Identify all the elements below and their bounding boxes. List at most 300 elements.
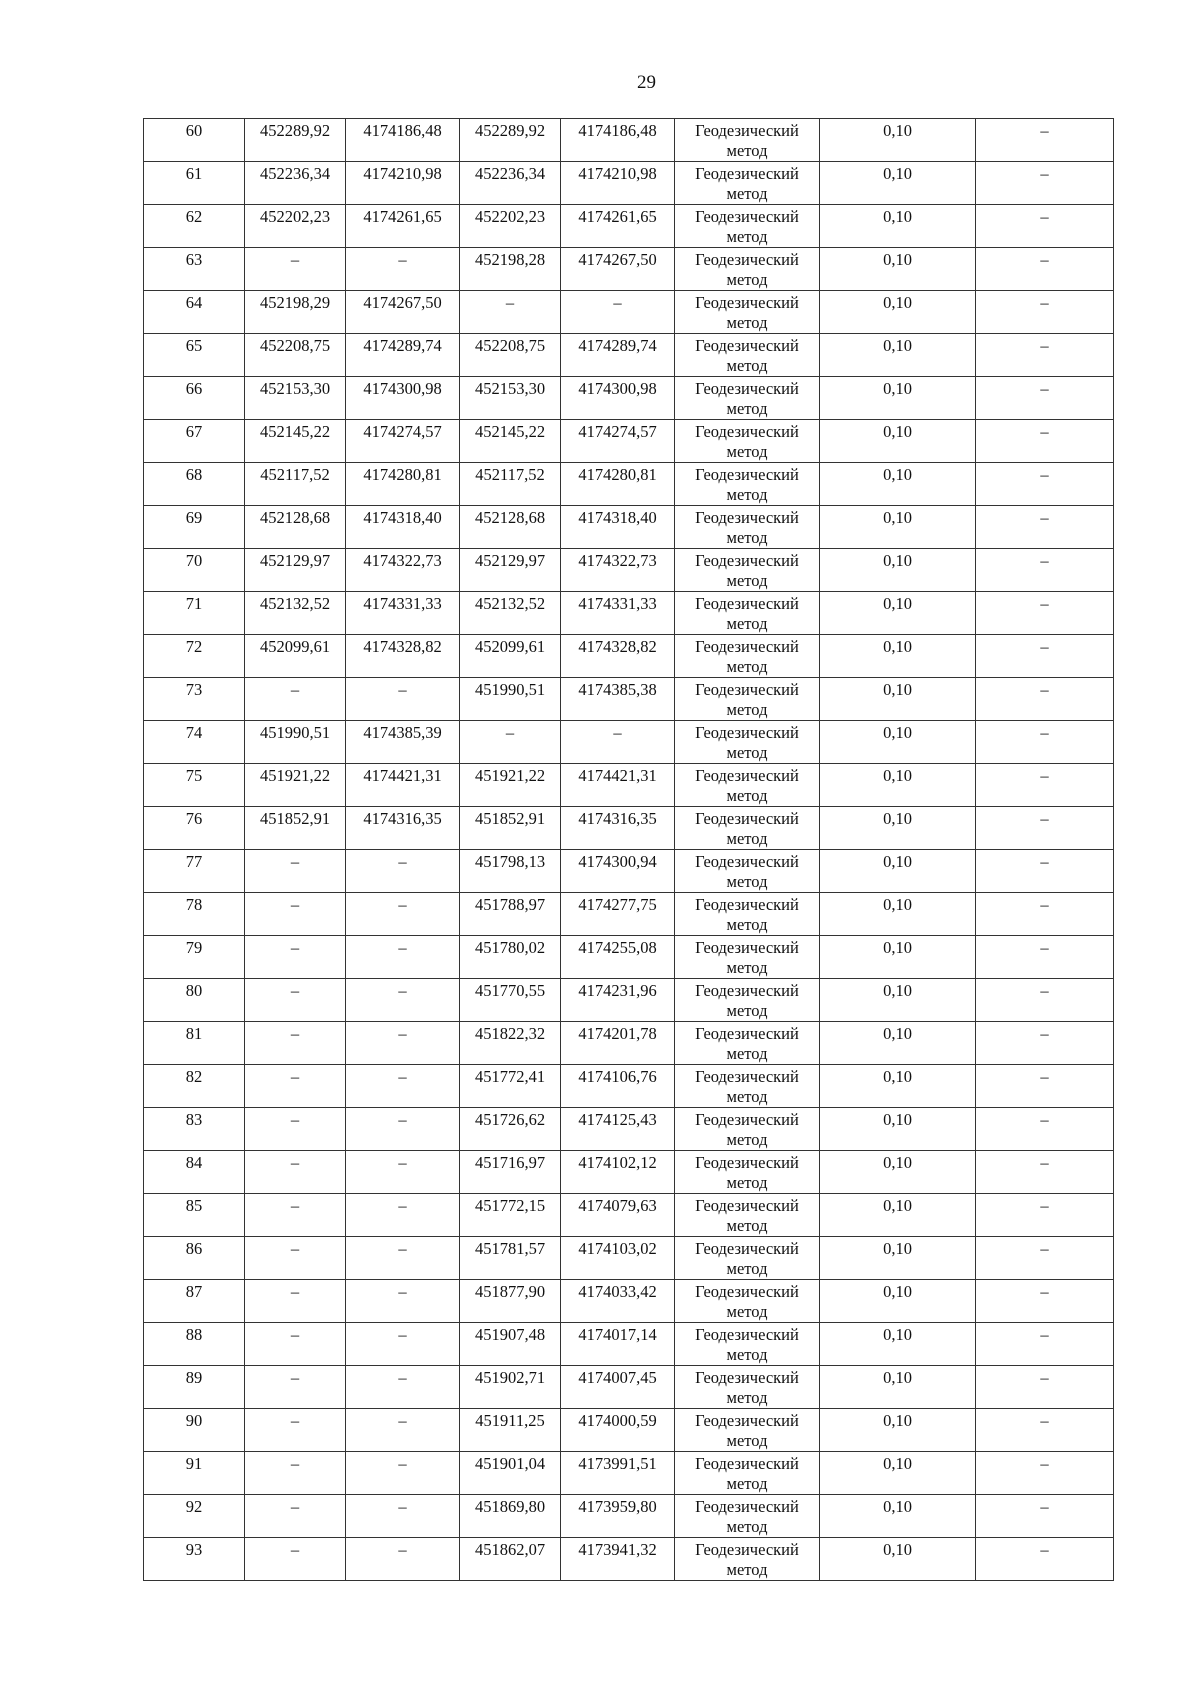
table-row bbox=[144, 635, 1114, 678]
table-row bbox=[144, 678, 1114, 721]
accuracy-cell: 0,10 bbox=[820, 807, 976, 850]
point-number-cell: 68 bbox=[144, 463, 245, 506]
x-existing-cell: – bbox=[245, 1022, 346, 1065]
y-existing-cell: 4174328,82 bbox=[346, 635, 460, 678]
point-number-cell: 78 bbox=[144, 893, 245, 936]
table-row bbox=[144, 162, 1114, 205]
accuracy-cell: 0,10 bbox=[820, 893, 976, 936]
table-row bbox=[144, 549, 1114, 592]
description-cell: – bbox=[976, 1452, 1114, 1495]
y-existing-cell: – bbox=[346, 248, 460, 291]
y-existing-cell: – bbox=[346, 1366, 460, 1409]
method-cell: Геодезический метод bbox=[675, 1538, 820, 1581]
accuracy-cell: 0,10 bbox=[820, 119, 976, 162]
x-refined-cell: 451911,25 bbox=[460, 1409, 561, 1452]
method-cell: Геодезический метод bbox=[675, 1452, 820, 1495]
x-refined-cell: – bbox=[460, 291, 561, 334]
description-cell: – bbox=[976, 1108, 1114, 1151]
description-cell: – bbox=[976, 119, 1114, 162]
y-existing-cell: – bbox=[346, 1065, 460, 1108]
method-cell: Геодезический метод bbox=[675, 1495, 820, 1538]
point-number-cell: 89 bbox=[144, 1366, 245, 1409]
description-cell: – bbox=[976, 248, 1114, 291]
x-refined-cell: 451902,71 bbox=[460, 1366, 561, 1409]
method-cell: Геодезический метод bbox=[675, 334, 820, 377]
x-existing-cell: – bbox=[245, 1237, 346, 1280]
table-row bbox=[144, 1237, 1114, 1280]
x-existing-cell: 452128,68 bbox=[245, 506, 346, 549]
method-cell: Геодезический метод bbox=[675, 635, 820, 678]
x-refined-cell: 451780,02 bbox=[460, 936, 561, 979]
x-refined-cell: 451877,90 bbox=[460, 1280, 561, 1323]
accuracy-cell: 0,10 bbox=[820, 1495, 976, 1538]
description-cell: – bbox=[976, 1280, 1114, 1323]
description-cell: – bbox=[976, 162, 1114, 205]
accuracy-cell: 0,10 bbox=[820, 1194, 976, 1237]
y-refined-cell: 4174201,78 bbox=[561, 1022, 675, 1065]
table-row bbox=[144, 1538, 1114, 1581]
y-existing-cell: – bbox=[346, 1022, 460, 1065]
x-existing-cell: 452117,52 bbox=[245, 463, 346, 506]
y-existing-cell: – bbox=[346, 893, 460, 936]
method-cell: Геодезический метод bbox=[675, 807, 820, 850]
x-refined-cell: 452129,97 bbox=[460, 549, 561, 592]
y-existing-cell: – bbox=[346, 678, 460, 721]
y-existing-cell: 4174267,50 bbox=[346, 291, 460, 334]
x-refined-cell: 452198,28 bbox=[460, 248, 561, 291]
point-number-cell: 60 bbox=[144, 119, 245, 162]
description-cell: – bbox=[976, 592, 1114, 635]
y-existing-cell: 4174210,98 bbox=[346, 162, 460, 205]
method-cell: Геодезический метод bbox=[675, 893, 820, 936]
accuracy-cell: 0,10 bbox=[820, 721, 976, 764]
x-existing-cell: – bbox=[245, 1538, 346, 1581]
table-row bbox=[144, 463, 1114, 506]
y-refined-cell: 4174385,38 bbox=[561, 678, 675, 721]
table-row bbox=[144, 1280, 1114, 1323]
y-existing-cell: 4174385,39 bbox=[346, 721, 460, 764]
y-refined-cell: 4174318,40 bbox=[561, 506, 675, 549]
point-number-cell: 74 bbox=[144, 721, 245, 764]
table-row bbox=[144, 119, 1114, 162]
accuracy-cell: 0,10 bbox=[820, 1151, 976, 1194]
x-existing-cell: – bbox=[245, 936, 346, 979]
point-number-cell: 88 bbox=[144, 1323, 245, 1366]
accuracy-cell: 0,10 bbox=[820, 1366, 976, 1409]
y-existing-cell: – bbox=[346, 1409, 460, 1452]
table-row bbox=[144, 1495, 1114, 1538]
description-cell: – bbox=[976, 678, 1114, 721]
table-row bbox=[144, 936, 1114, 979]
x-refined-cell: 451726,62 bbox=[460, 1108, 561, 1151]
table-row bbox=[144, 850, 1114, 893]
y-existing-cell: 4174186,48 bbox=[346, 119, 460, 162]
y-refined-cell: 4174033,42 bbox=[561, 1280, 675, 1323]
point-number-cell: 76 bbox=[144, 807, 245, 850]
y-refined-cell: 4174017,14 bbox=[561, 1323, 675, 1366]
method-cell: Геодезический метод bbox=[675, 463, 820, 506]
y-refined-cell: – bbox=[561, 291, 675, 334]
table-row bbox=[144, 807, 1114, 850]
point-number-cell: 79 bbox=[144, 936, 245, 979]
accuracy-cell: 0,10 bbox=[820, 592, 976, 635]
table-row bbox=[144, 1108, 1114, 1151]
y-refined-cell: 4174274,57 bbox=[561, 420, 675, 463]
x-existing-cell: 452129,97 bbox=[245, 549, 346, 592]
y-existing-cell: 4174280,81 bbox=[346, 463, 460, 506]
table-body bbox=[144, 119, 1114, 1581]
x-refined-cell: 451869,80 bbox=[460, 1495, 561, 1538]
x-refined-cell: 451822,32 bbox=[460, 1022, 561, 1065]
method-cell: Геодезический метод bbox=[675, 119, 820, 162]
point-number-cell: 66 bbox=[144, 377, 245, 420]
point-number-cell: 85 bbox=[144, 1194, 245, 1237]
table-row bbox=[144, 1452, 1114, 1495]
description-cell: – bbox=[976, 1495, 1114, 1538]
y-refined-cell: – bbox=[561, 721, 675, 764]
accuracy-cell: 0,10 bbox=[820, 248, 976, 291]
point-number-cell: 73 bbox=[144, 678, 245, 721]
description-cell: – bbox=[976, 1366, 1114, 1409]
method-cell: Геодезический метод bbox=[675, 248, 820, 291]
table-row bbox=[144, 334, 1114, 377]
y-refined-cell: 4174210,98 bbox=[561, 162, 675, 205]
method-cell: Геодезический метод bbox=[675, 764, 820, 807]
x-existing-cell: – bbox=[245, 850, 346, 893]
x-refined-cell: 451990,51 bbox=[460, 678, 561, 721]
description-cell: – bbox=[976, 1065, 1114, 1108]
point-number-cell: 81 bbox=[144, 1022, 245, 1065]
description-cell: – bbox=[976, 635, 1114, 678]
description-cell: – bbox=[976, 936, 1114, 979]
method-cell: Геодезический метод bbox=[675, 979, 820, 1022]
point-number-cell: 80 bbox=[144, 979, 245, 1022]
point-number-cell: 61 bbox=[144, 162, 245, 205]
y-existing-cell: 4174421,31 bbox=[346, 764, 460, 807]
point-number-cell: 82 bbox=[144, 1065, 245, 1108]
method-cell: Геодезический метод bbox=[675, 1409, 820, 1452]
point-number-cell: 86 bbox=[144, 1237, 245, 1280]
y-existing-cell: – bbox=[346, 979, 460, 1022]
method-cell: Геодезический метод bbox=[675, 1194, 820, 1237]
method-cell: Геодезический метод bbox=[675, 1151, 820, 1194]
x-existing-cell: – bbox=[245, 1452, 346, 1495]
method-cell: Геодезический метод bbox=[675, 1065, 820, 1108]
method-cell: Геодезический метод bbox=[675, 549, 820, 592]
x-existing-cell: – bbox=[245, 1366, 346, 1409]
accuracy-cell: 0,10 bbox=[820, 1022, 976, 1065]
table-row bbox=[144, 1366, 1114, 1409]
x-existing-cell: – bbox=[245, 1194, 346, 1237]
method-cell: Геодезический метод bbox=[675, 1323, 820, 1366]
accuracy-cell: 0,10 bbox=[820, 377, 976, 420]
accuracy-cell: 0,10 bbox=[820, 1065, 976, 1108]
y-refined-cell: 4174300,94 bbox=[561, 850, 675, 893]
description-cell: – bbox=[976, 764, 1114, 807]
table-row bbox=[144, 377, 1114, 420]
y-existing-cell: – bbox=[346, 1452, 460, 1495]
accuracy-cell: 0,10 bbox=[820, 635, 976, 678]
y-refined-cell: 4174103,02 bbox=[561, 1237, 675, 1280]
method-cell: Геодезический метод bbox=[675, 721, 820, 764]
point-number-cell: 69 bbox=[144, 506, 245, 549]
x-existing-cell: 452236,34 bbox=[245, 162, 346, 205]
point-number-cell: 83 bbox=[144, 1108, 245, 1151]
x-refined-cell: 451772,15 bbox=[460, 1194, 561, 1237]
point-number-cell: 75 bbox=[144, 764, 245, 807]
point-number-cell: 67 bbox=[144, 420, 245, 463]
method-cell: Геодезический метод bbox=[675, 678, 820, 721]
table-row bbox=[144, 506, 1114, 549]
accuracy-cell: 0,10 bbox=[820, 291, 976, 334]
y-refined-cell: 4174277,75 bbox=[561, 893, 675, 936]
description-cell: – bbox=[976, 377, 1114, 420]
y-refined-cell: 4174322,73 bbox=[561, 549, 675, 592]
x-existing-cell: – bbox=[245, 1409, 346, 1452]
x-existing-cell: – bbox=[245, 1323, 346, 1366]
method-cell: Геодезический метод bbox=[675, 506, 820, 549]
method-cell: Геодезический метод bbox=[675, 1237, 820, 1280]
accuracy-cell: 0,10 bbox=[820, 678, 976, 721]
accuracy-cell: 0,10 bbox=[820, 764, 976, 807]
method-cell: Геодезический метод bbox=[675, 1022, 820, 1065]
point-number-cell: 87 bbox=[144, 1280, 245, 1323]
x-existing-cell: – bbox=[245, 1065, 346, 1108]
x-existing-cell: – bbox=[245, 678, 346, 721]
x-refined-cell: 452153,30 bbox=[460, 377, 561, 420]
method-cell: Геодезический метод bbox=[675, 850, 820, 893]
y-existing-cell: 4174261,65 bbox=[346, 205, 460, 248]
accuracy-cell: 0,10 bbox=[820, 506, 976, 549]
description-cell: – bbox=[976, 1022, 1114, 1065]
x-refined-cell: 452099,61 bbox=[460, 635, 561, 678]
x-existing-cell: 452202,23 bbox=[245, 205, 346, 248]
accuracy-cell: 0,10 bbox=[820, 1237, 976, 1280]
point-number-cell: 72 bbox=[144, 635, 245, 678]
description-cell: – bbox=[976, 1237, 1114, 1280]
description-cell: – bbox=[976, 1538, 1114, 1581]
y-refined-cell: 4174186,48 bbox=[561, 119, 675, 162]
table-row bbox=[144, 1151, 1114, 1194]
y-refined-cell: 4174261,65 bbox=[561, 205, 675, 248]
x-existing-cell: – bbox=[245, 893, 346, 936]
description-cell: – bbox=[976, 1151, 1114, 1194]
y-existing-cell: – bbox=[346, 1108, 460, 1151]
description-cell: – bbox=[976, 205, 1114, 248]
table-row bbox=[144, 205, 1114, 248]
x-existing-cell: 452198,29 bbox=[245, 291, 346, 334]
method-cell: Геодезический метод bbox=[675, 592, 820, 635]
x-refined-cell: 451798,13 bbox=[460, 850, 561, 893]
x-refined-cell: 451907,48 bbox=[460, 1323, 561, 1366]
accuracy-cell: 0,10 bbox=[820, 850, 976, 893]
table-row bbox=[144, 1323, 1114, 1366]
description-cell: – bbox=[976, 1323, 1114, 1366]
y-refined-cell: 4174421,31 bbox=[561, 764, 675, 807]
y-refined-cell: 4173959,80 bbox=[561, 1495, 675, 1538]
y-existing-cell: – bbox=[346, 1323, 460, 1366]
method-cell: Геодезический метод bbox=[675, 377, 820, 420]
x-existing-cell: 451852,91 bbox=[245, 807, 346, 850]
x-existing-cell: 452132,52 bbox=[245, 592, 346, 635]
page-number: 29 bbox=[637, 72, 656, 93]
table-row bbox=[144, 893, 1114, 936]
x-existing-cell: – bbox=[245, 1495, 346, 1538]
x-refined-cell: 452208,75 bbox=[460, 334, 561, 377]
accuracy-cell: 0,10 bbox=[820, 205, 976, 248]
description-cell: – bbox=[976, 979, 1114, 1022]
x-refined-cell: 452132,52 bbox=[460, 592, 561, 635]
description-cell: – bbox=[976, 893, 1114, 936]
table-row bbox=[144, 979, 1114, 1022]
table-row bbox=[144, 291, 1114, 334]
x-existing-cell: 452099,61 bbox=[245, 635, 346, 678]
y-refined-cell: 4173991,51 bbox=[561, 1452, 675, 1495]
x-existing-cell: 452289,92 bbox=[245, 119, 346, 162]
point-number-cell: 62 bbox=[144, 205, 245, 248]
x-refined-cell: 451788,97 bbox=[460, 893, 561, 936]
description-cell: – bbox=[976, 1409, 1114, 1452]
method-cell: Геодезический метод bbox=[675, 420, 820, 463]
x-refined-cell: – bbox=[460, 721, 561, 764]
x-refined-cell: 451770,55 bbox=[460, 979, 561, 1022]
description-cell: – bbox=[976, 463, 1114, 506]
x-refined-cell: 451781,57 bbox=[460, 1237, 561, 1280]
y-existing-cell: – bbox=[346, 1495, 460, 1538]
description-cell: – bbox=[976, 807, 1114, 850]
accuracy-cell: 0,10 bbox=[820, 162, 976, 205]
accuracy-cell: 0,10 bbox=[820, 463, 976, 506]
description-cell: – bbox=[976, 291, 1114, 334]
table-row bbox=[144, 1194, 1114, 1237]
point-number-cell: 93 bbox=[144, 1538, 245, 1581]
y-refined-cell: 4174000,59 bbox=[561, 1409, 675, 1452]
x-refined-cell: 452289,92 bbox=[460, 119, 561, 162]
x-refined-cell: 452117,52 bbox=[460, 463, 561, 506]
point-number-cell: 64 bbox=[144, 291, 245, 334]
x-refined-cell: 452145,22 bbox=[460, 420, 561, 463]
x-existing-cell: 451921,22 bbox=[245, 764, 346, 807]
y-refined-cell: 4174300,98 bbox=[561, 377, 675, 420]
x-existing-cell: – bbox=[245, 979, 346, 1022]
description-cell: – bbox=[976, 334, 1114, 377]
accuracy-cell: 0,10 bbox=[820, 1323, 976, 1366]
x-refined-cell: 451862,07 bbox=[460, 1538, 561, 1581]
method-cell: Геодезический метод bbox=[675, 291, 820, 334]
table-row bbox=[144, 592, 1114, 635]
x-refined-cell: 451921,22 bbox=[460, 764, 561, 807]
x-existing-cell: 452153,30 bbox=[245, 377, 346, 420]
x-existing-cell: – bbox=[245, 1280, 346, 1323]
point-number-cell: 91 bbox=[144, 1452, 245, 1495]
point-number-cell: 84 bbox=[144, 1151, 245, 1194]
accuracy-cell: 0,10 bbox=[820, 1538, 976, 1581]
description-cell: – bbox=[976, 506, 1114, 549]
x-refined-cell: 452202,23 bbox=[460, 205, 561, 248]
y-existing-cell: – bbox=[346, 1237, 460, 1280]
point-number-cell: 90 bbox=[144, 1409, 245, 1452]
y-existing-cell: – bbox=[346, 850, 460, 893]
y-existing-cell: 4174289,74 bbox=[346, 334, 460, 377]
table-row bbox=[144, 1065, 1114, 1108]
y-refined-cell: 4174280,81 bbox=[561, 463, 675, 506]
accuracy-cell: 0,10 bbox=[820, 1108, 976, 1151]
point-number-cell: 63 bbox=[144, 248, 245, 291]
description-cell: – bbox=[976, 420, 1114, 463]
method-cell: Геодезический метод bbox=[675, 1108, 820, 1151]
x-refined-cell: 451772,41 bbox=[460, 1065, 561, 1108]
point-number-cell: 65 bbox=[144, 334, 245, 377]
y-refined-cell: 4174007,45 bbox=[561, 1366, 675, 1409]
x-refined-cell: 451716,97 bbox=[460, 1151, 561, 1194]
accuracy-cell: 0,10 bbox=[820, 936, 976, 979]
point-number-cell: 70 bbox=[144, 549, 245, 592]
y-existing-cell: – bbox=[346, 1194, 460, 1237]
y-refined-cell: 4174079,63 bbox=[561, 1194, 675, 1237]
description-cell: – bbox=[976, 850, 1114, 893]
x-refined-cell: 451852,91 bbox=[460, 807, 561, 850]
y-refined-cell: 4174267,50 bbox=[561, 248, 675, 291]
y-existing-cell: 4174318,40 bbox=[346, 506, 460, 549]
y-existing-cell: 4174274,57 bbox=[346, 420, 460, 463]
accuracy-cell: 0,10 bbox=[820, 420, 976, 463]
y-refined-cell: 4174231,96 bbox=[561, 979, 675, 1022]
accuracy-cell: 0,10 bbox=[820, 1280, 976, 1323]
table-row bbox=[144, 1409, 1114, 1452]
y-existing-cell: 4174300,98 bbox=[346, 377, 460, 420]
method-cell: Геодезический метод bbox=[675, 205, 820, 248]
table-row bbox=[144, 420, 1114, 463]
method-cell: Геодезический метод bbox=[675, 162, 820, 205]
x-existing-cell: – bbox=[245, 1151, 346, 1194]
x-existing-cell: – bbox=[245, 248, 346, 291]
y-existing-cell: – bbox=[346, 1280, 460, 1323]
x-existing-cell: 451990,51 bbox=[245, 721, 346, 764]
table-row bbox=[144, 764, 1114, 807]
y-refined-cell: 4173941,32 bbox=[561, 1538, 675, 1581]
y-existing-cell: 4174331,33 bbox=[346, 592, 460, 635]
accuracy-cell: 0,10 bbox=[820, 334, 976, 377]
accuracy-cell: 0,10 bbox=[820, 979, 976, 1022]
point-number-cell: 77 bbox=[144, 850, 245, 893]
y-existing-cell: 4174322,73 bbox=[346, 549, 460, 592]
accuracy-cell: 0,10 bbox=[820, 549, 976, 592]
method-cell: Геодезический метод bbox=[675, 1280, 820, 1323]
accuracy-cell: 0,10 bbox=[820, 1409, 976, 1452]
accuracy-cell: 0,10 bbox=[820, 1452, 976, 1495]
y-refined-cell: 4174331,33 bbox=[561, 592, 675, 635]
y-existing-cell: – bbox=[346, 936, 460, 979]
description-cell: – bbox=[976, 549, 1114, 592]
description-cell: – bbox=[976, 1194, 1114, 1237]
y-refined-cell: 4174328,82 bbox=[561, 635, 675, 678]
table-row bbox=[144, 248, 1114, 291]
method-cell: Геодезический метод bbox=[675, 1366, 820, 1409]
table-row bbox=[144, 721, 1114, 764]
x-existing-cell: 452145,22 bbox=[245, 420, 346, 463]
x-existing-cell: – bbox=[245, 1108, 346, 1151]
y-existing-cell: – bbox=[346, 1538, 460, 1581]
y-refined-cell: 4174102,12 bbox=[561, 1151, 675, 1194]
point-number-cell: 71 bbox=[144, 592, 245, 635]
point-number-cell: 92 bbox=[144, 1495, 245, 1538]
y-refined-cell: 4174106,76 bbox=[561, 1065, 675, 1108]
x-refined-cell: 452128,68 bbox=[460, 506, 561, 549]
y-refined-cell: 4174125,43 bbox=[561, 1108, 675, 1151]
y-refined-cell: 4174316,35 bbox=[561, 807, 675, 850]
y-refined-cell: 4174289,74 bbox=[561, 334, 675, 377]
y-existing-cell: – bbox=[346, 1151, 460, 1194]
